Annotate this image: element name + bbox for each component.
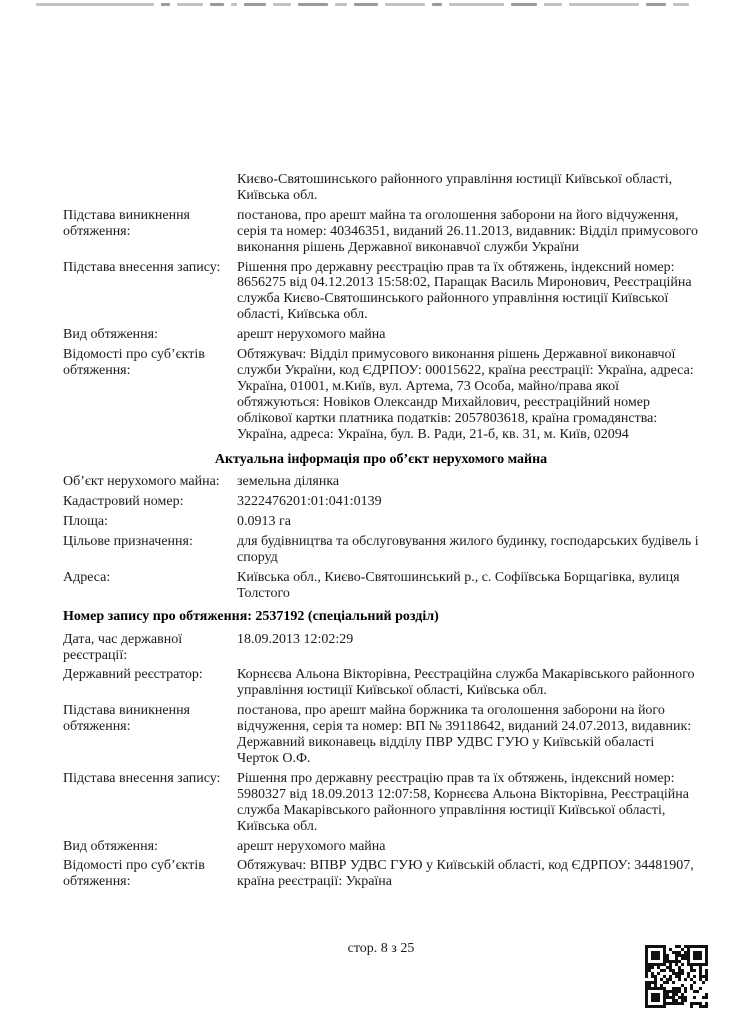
record-number-heading: Номер запису про обтяження: 2537192 (спеціальний розділ) [63,608,439,624]
field-row [63,570,699,602]
field-label: Підстава виникнення обтяження: [63,207,190,239]
field-row [63,474,699,490]
field-value: постанова, про арешт майна боржника та оголошення заборони на його відчуження, серія та номер: ВП № 39118642, виданий 24.07.2013, видавник: Державний виконавець відділу ПВР УДВС ГУЮ у Київській обаласті Черток О.Ф. [237,703,692,766]
field-row [63,858,699,890]
field-row [63,667,699,699]
field-label: Державний реєстратор: [63,667,203,683]
section-heading: Актуальна інформація про об’єкт нерухомого майна [214,451,548,467]
field-value: постанова, про арешт майна та оголошення заборони на його відчуження, серія та номер: 40346351, виданий 26.11.2013, видавник: Відділ примусового виконання рішень Державної виконавчої служби України [237,207,699,255]
field-value: земельна ділянка [237,474,340,490]
continuation-text: Києво-Святошинського районного управління юстиції Київської області, Київська обл. [237,172,673,203]
field-label: Дата, час державної реєстрації: [63,631,183,663]
continuation-row [63,172,699,204]
field-label: Відомості про суб’єктів обтяження: [63,858,205,890]
field-label: Вид обтяження: [63,838,158,854]
field-label: Цільове призначення: [63,534,193,550]
field-value: Корнєєва Альона Вікторівна, Реєстраційна служба Макарівського районного управління юстиції Київської області, Київська обл. [237,667,695,699]
field-row [63,260,699,324]
document-body [63,172,699,894]
field-label: Площа: [63,514,108,530]
field-label: Підстава виникнення обтяження: [63,703,190,735]
field-label: Підстава внесення запису: [63,259,221,275]
field-label: Вид обтяження: [63,327,158,343]
field-row [63,514,699,530]
field-label: Адреса: [63,569,111,585]
field-row [63,494,699,510]
field-label [63,172,237,204]
field-row [63,632,699,664]
field-value: 3222476201:01:041:0139 [237,494,382,510]
field-value: Рішення про державну реєстрацію прав та їх обтяжень, індексний номер: 5980327 від 18.09.2013 12:07:58, Корнєєва Альона Вікторівна, Реєстраційна служба Макарівського районного управління юстиції Київської області, Київська обл. [237,770,689,834]
field-label: Відомості про суб’єктів обтяження: [63,347,205,378]
field-row [63,703,699,767]
field-label: Об’єкт нерухомого майна: [63,474,220,490]
field-value: Обтяжувач: ВПВР УДВС ГУЮ у Київській області, код ЄДРПОУ: 34481907, країна реєстрації: Україна [237,858,694,890]
field-label: Підстава внесення запису: [63,770,221,786]
field-value: Рішення про державну реєстрацію прав та їх обтяжень, індексний номер: 8656275 від 04.12.2013 15:58:02, Паращак Василь Миронович, Реєстраційна служба Києво-Святошинського районного управління юстиції Київської області, Київська обл. [237,259,692,323]
field-value: Обтяжувач: Відділ примусового виконання рішень Державної виконавчої служби України, код ЄДРПОУ: 00015622, країна реєстрації: Україна, адреса: Україна, 01001, м.Київ, вул. Артема, 73 Особа, майно/права якої обтяжуються: Новіков Олександр Михайлович, реєстраційний номер облікової картки платника податків: 2057803618, країна громадянства: Україна, адреса: Україна, бул. В. Ради, 21-б, кв. 31, м. Київ, 02094 [237,347,694,442]
field-label: Кадастровий номер: [63,494,184,510]
field-value: 18.09.2013 12:02:29 [237,631,354,647]
field-value: арешт нерухомого майна [237,327,386,343]
field-row [63,327,699,343]
field-row [63,771,699,835]
qr-code-icon [645,945,708,1008]
field-value: для будівництва та обслуговування жилого будинку, господарських будівель і споруд [237,534,699,566]
field-value: 0.0913 га [237,514,291,530]
field-row [63,208,699,256]
cutoff-text-artifact [36,3,701,8]
field-value: арешт нерухомого майна [237,838,386,854]
field-row [63,347,699,442]
field-row [63,839,699,855]
field-row [63,534,699,566]
field-value: Київська обл., Києво-Святошинський р., с. Софіївська Борщагівка, вулиця Толстого [237,569,680,601]
page-number: стор. 8 з 25 [347,941,415,956]
